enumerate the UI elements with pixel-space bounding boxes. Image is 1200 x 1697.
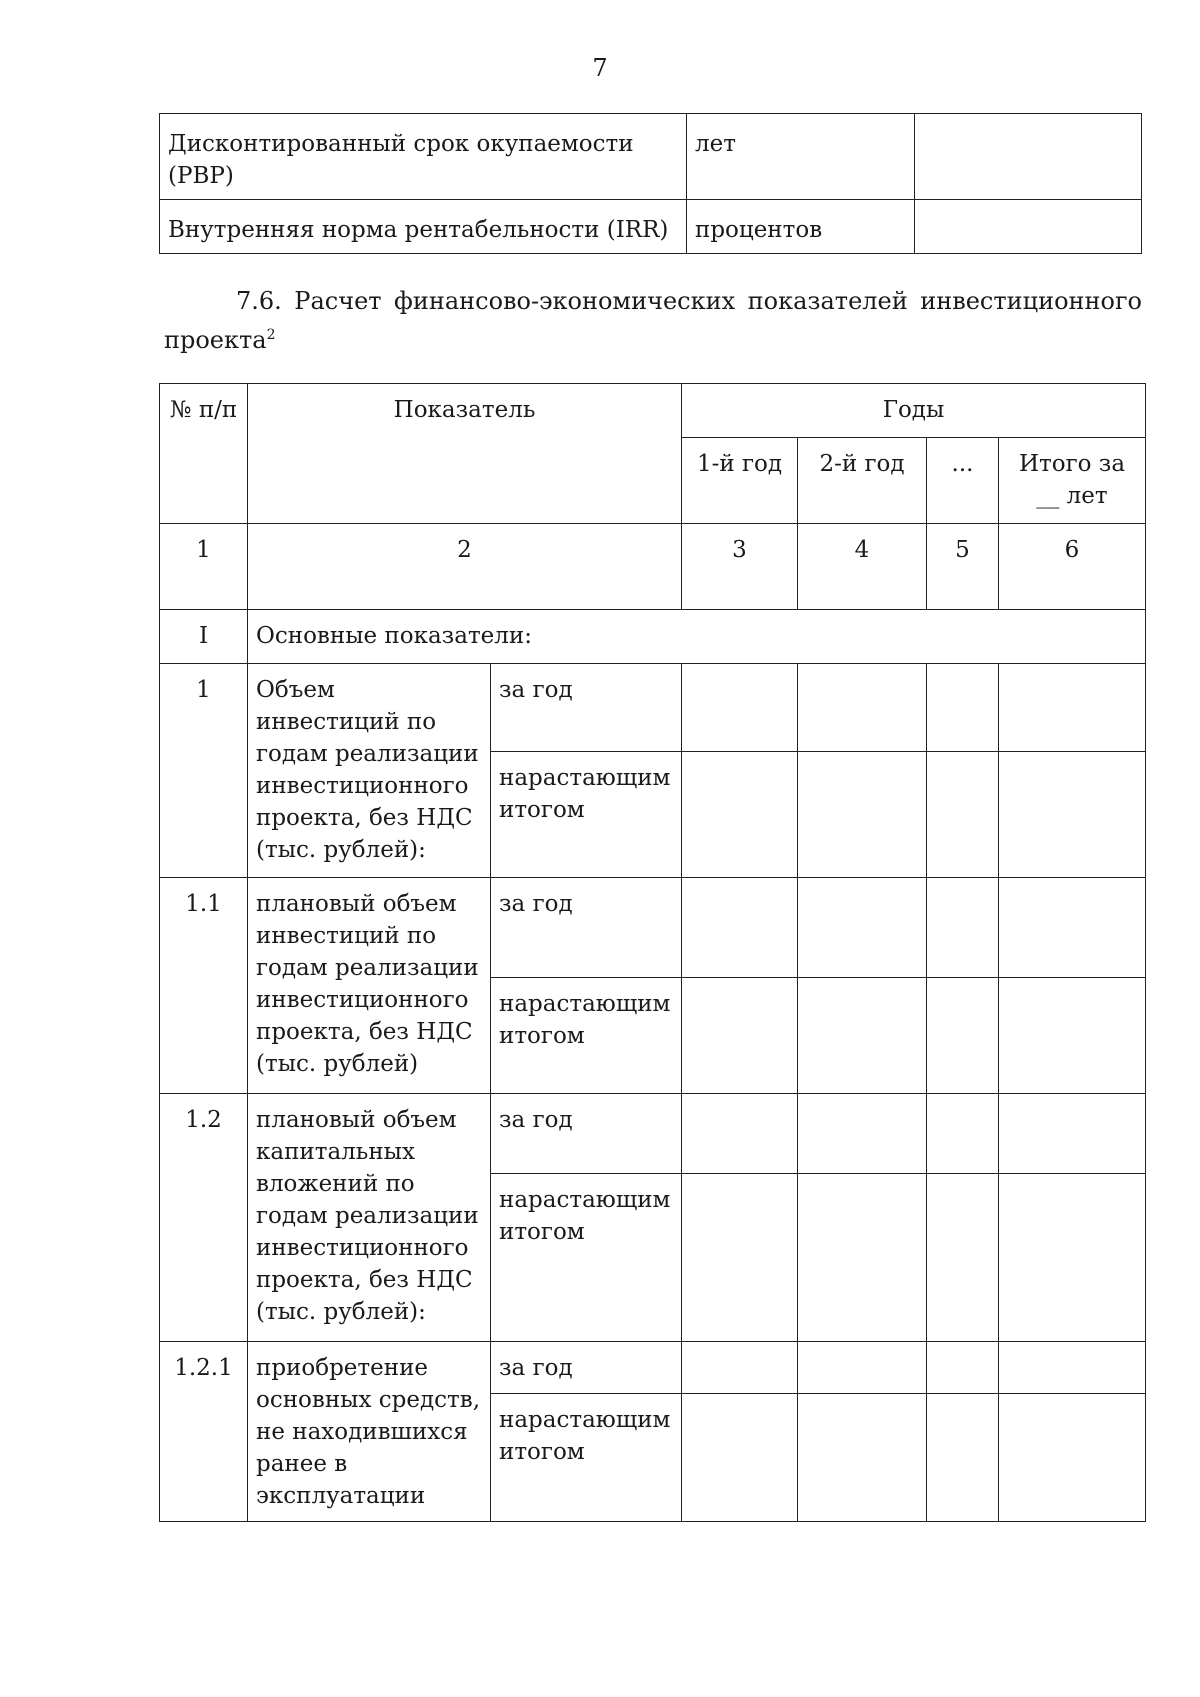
value-cell — [927, 1094, 999, 1174]
col-number: 6 — [999, 524, 1146, 610]
row-subtype: за год — [491, 878, 682, 978]
pbp-value — [915, 114, 1142, 200]
table-row — [160, 878, 1146, 978]
value-cell — [682, 664, 798, 752]
value-cell — [798, 978, 927, 1094]
heading-word: проекта — [164, 326, 267, 354]
value-cell — [682, 978, 798, 1094]
row-subtype: нарастающим итогом — [491, 752, 682, 878]
header-years: Годы — [682, 384, 1146, 438]
value-cell — [798, 878, 927, 978]
header-total: Итого за __ лет — [999, 438, 1146, 524]
financial-indicators-table — [159, 383, 1146, 1522]
value-cell — [682, 1094, 798, 1174]
row-subtype: за год — [491, 1094, 682, 1174]
row-label: Объем инвестиций по годам реализации инвестиционного проекта, без НДС (тыс. рублей): — [248, 664, 491, 878]
value-cell — [682, 1394, 798, 1522]
value-cell — [798, 752, 927, 878]
section-num: I — [160, 610, 248, 664]
value-cell — [798, 1094, 927, 1174]
row-subtype: за год — [491, 664, 682, 752]
value-cell — [798, 1342, 927, 1394]
table-row — [160, 114, 1142, 200]
value-cell — [999, 878, 1146, 978]
value-cell — [682, 1174, 798, 1342]
heading-line-2 — [164, 318, 1142, 357]
header-year-2: 2-й год — [798, 438, 927, 524]
value-cell — [798, 1394, 927, 1522]
table-row — [160, 664, 1146, 752]
row-subtype: нарастающим итогом — [491, 1174, 682, 1342]
value-cell — [999, 1342, 1146, 1394]
value-cell — [999, 752, 1146, 878]
value-cell — [927, 1174, 999, 1342]
row-num: 1.1 — [160, 878, 248, 1094]
section-row — [160, 610, 1146, 664]
value-cell — [798, 1174, 927, 1342]
value-cell — [682, 752, 798, 878]
col-number: 2 — [248, 524, 682, 610]
section-label: Основные показатели: — [248, 610, 1146, 664]
table-row — [160, 1342, 1146, 1394]
col-number: 4 — [798, 524, 927, 610]
pbp-unit: лет — [687, 114, 915, 200]
row-subtype: за год — [491, 1342, 682, 1394]
column-numbers-row — [160, 524, 1146, 610]
row-label: приобретение основных средств, не находившихся ранее в эксплуатации — [248, 1342, 491, 1522]
value-cell — [682, 1342, 798, 1394]
value-cell — [927, 752, 999, 878]
row-subtype: нарастающим итогом — [491, 1394, 682, 1522]
row-num: 1.2.1 — [160, 1342, 248, 1522]
value-cell — [798, 664, 927, 752]
value-cell — [927, 664, 999, 752]
irr-label: Внутренняя норма рентабельности (IRR) — [160, 200, 687, 254]
value-cell — [927, 1342, 999, 1394]
value-cell — [999, 978, 1146, 1094]
header-indicator: Показатель — [248, 384, 682, 524]
header-year-1: 1-й год — [682, 438, 798, 524]
col-number: 3 — [682, 524, 798, 610]
row-label: плановый объем капитальных вложений по годам реализации инвестиционного проекта, без НДС (тыс. рублей): — [248, 1094, 491, 1342]
table-row — [160, 1094, 1146, 1174]
value-cell — [927, 1394, 999, 1522]
page-number: 7 — [592, 54, 608, 82]
value-cell — [682, 878, 798, 978]
value-cell — [999, 1174, 1146, 1342]
col-number: 5 — [927, 524, 999, 610]
header-num: № п/п — [160, 384, 248, 524]
row-label: плановый объем инвестиций по годам реализации инвестиционного проекта, без НДС (тыс. рублей) — [248, 878, 491, 1094]
row-num: 1.2 — [160, 1094, 248, 1342]
header-dots: ... — [927, 438, 999, 524]
value-cell — [999, 664, 1146, 752]
row-subtype: нарастающим итогом — [491, 978, 682, 1094]
indicators-summary-table — [159, 113, 1142, 254]
row-num: 1 — [160, 664, 248, 878]
col-number: 1 — [160, 524, 248, 610]
irr-unit: процентов — [687, 200, 915, 254]
pbp-label: Дисконтированный срок окупаемости (PBP) — [160, 114, 687, 200]
irr-value — [915, 200, 1142, 254]
value-cell — [927, 978, 999, 1094]
value-cell — [927, 878, 999, 978]
footnote-marker: 2 — [266, 327, 276, 343]
heading-line-1: 7.6. Расчет финансово-экономических показателей инвестиционного — [236, 287, 1142, 315]
table-row — [160, 200, 1142, 254]
section-heading — [164, 284, 1142, 357]
value-cell — [999, 1394, 1146, 1522]
header-row — [160, 384, 1146, 438]
value-cell — [999, 1094, 1146, 1174]
